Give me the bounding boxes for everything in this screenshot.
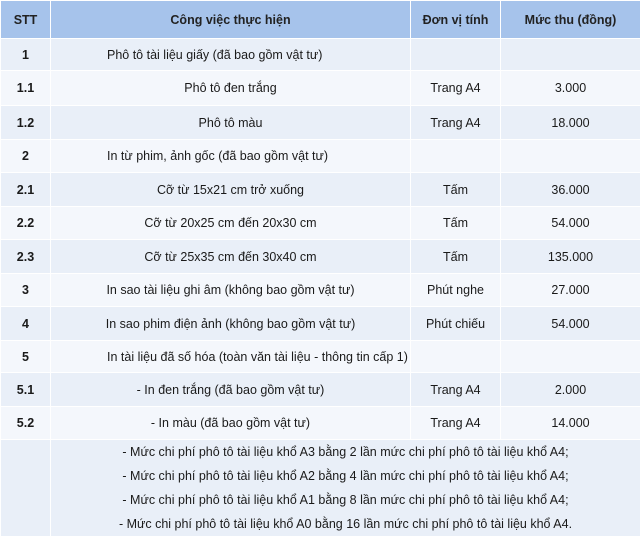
- row-unit: Trang A4: [411, 373, 501, 407]
- header-stt: STT: [1, 1, 51, 39]
- row-work: Cỡ từ 15x21 cm trở xuống: [51, 173, 411, 207]
- row-work: Cỡ từ 20x25 cm đến 20x30 cm: [51, 207, 411, 240]
- row-unit: [411, 39, 501, 71]
- header-row: [1, 1, 640, 39]
- row-fee: 27.000: [501, 274, 640, 307]
- row-unit: Tấm: [411, 240, 501, 274]
- row-fee: [501, 140, 640, 173]
- row-unit: [411, 140, 501, 173]
- row-stt: 5: [1, 341, 51, 373]
- row-fee: [501, 341, 640, 373]
- notes-cell: [51, 440, 640, 537]
- row-work: Phô tô đen trắng: [51, 71, 411, 106]
- header-unit: Đơn vị tính: [411, 1, 501, 39]
- row-fee: [501, 39, 640, 71]
- row-unit: Phút chiếu: [411, 307, 501, 341]
- row-fee: 36.000: [501, 173, 640, 207]
- table-row: [1, 307, 640, 341]
- row-stt: 2.1: [1, 173, 51, 207]
- table-row: [1, 207, 640, 240]
- note-line: - Mức chi phí phô tô tài liệu khổ A0 bằng 16 lần mức chi phí phô tô tài liệu khổ A4.: [118, 517, 573, 531]
- table-row: [1, 274, 640, 307]
- row-work: In từ phim, ảnh gốc (đã bao gồm vật tư): [51, 140, 411, 173]
- row-work: In tài liệu đã số hóa (toàn văn tài liệu - thông tin cấp 1): [51, 341, 411, 373]
- row-fee: 3.000: [501, 71, 640, 106]
- row-fee: 18.000: [501, 106, 640, 140]
- note-line: - Mức chi phí phô tô tài liệu khổ A1 bằng 8 lần mức chi phí phô tô tài liệu khổ A4;: [122, 493, 569, 507]
- row-work: Phô tô màu: [51, 106, 411, 140]
- notes-row: [1, 440, 640, 537]
- table-row: [1, 373, 640, 407]
- row-unit: Tấm: [411, 173, 501, 207]
- note-line: - Mức chi phí phô tô tài liệu khổ A2 bằng 4 lần mức chi phí phô tô tài liệu khổ A4;: [122, 469, 569, 483]
- table-row: [1, 341, 640, 373]
- header-work: Công việc thực hiện: [51, 1, 411, 39]
- notes-stt-empty: [1, 440, 51, 537]
- row-unit: Trang A4: [411, 106, 501, 140]
- row-unit: Trang A4: [411, 71, 501, 106]
- row-fee: 54.000: [501, 307, 640, 341]
- table-body: [1, 39, 640, 537]
- table-row: [1, 71, 640, 106]
- row-stt: 1: [1, 39, 51, 71]
- row-stt: 3: [1, 274, 51, 307]
- table-row: [1, 240, 640, 274]
- row-work: In sao tài liệu ghi âm (không bao gồm vật tư): [51, 274, 411, 307]
- row-stt: 5.2: [1, 407, 51, 440]
- row-work: Phô tô tài liệu giấy (đã bao gồm vật tư): [51, 39, 411, 71]
- row-stt: 2.2: [1, 207, 51, 240]
- row-fee: 135.000: [501, 240, 640, 274]
- table-row: [1, 106, 640, 140]
- table-row: [1, 173, 640, 207]
- row-fee: 54.000: [501, 207, 640, 240]
- row-work: Cỡ từ 25x35 cm đến 30x40 cm: [51, 240, 411, 274]
- row-work: In sao phim điện ảnh (không bao gồm vật tư): [51, 307, 411, 341]
- row-stt: 1.2: [1, 106, 51, 140]
- row-fee: 2.000: [501, 373, 640, 407]
- row-unit: Phút nghe: [411, 274, 501, 307]
- row-stt: 1.1: [1, 71, 51, 106]
- table-row: [1, 39, 640, 71]
- table-row: [1, 140, 640, 173]
- row-unit: [411, 341, 501, 373]
- note-line: - Mức chi phí phô tô tài liệu khổ A3 bằng 2 lần mức chi phí phô tô tài liệu khổ A4;: [122, 445, 569, 459]
- row-work: - In đen trắng (đã bao gồm vật tư): [51, 373, 411, 407]
- row-fee: 14.000: [501, 407, 640, 440]
- row-work: - In màu (đã bao gồm vật tư): [51, 407, 411, 440]
- row-stt: 5.1: [1, 373, 51, 407]
- row-stt: 2: [1, 140, 51, 173]
- header-fee: Mức thu (đồng): [501, 1, 640, 39]
- row-unit: Trang A4: [411, 407, 501, 440]
- row-unit: Tấm: [411, 207, 501, 240]
- row-stt: 4: [1, 307, 51, 341]
- row-stt: 2.3: [1, 240, 51, 274]
- table-row: [1, 407, 640, 440]
